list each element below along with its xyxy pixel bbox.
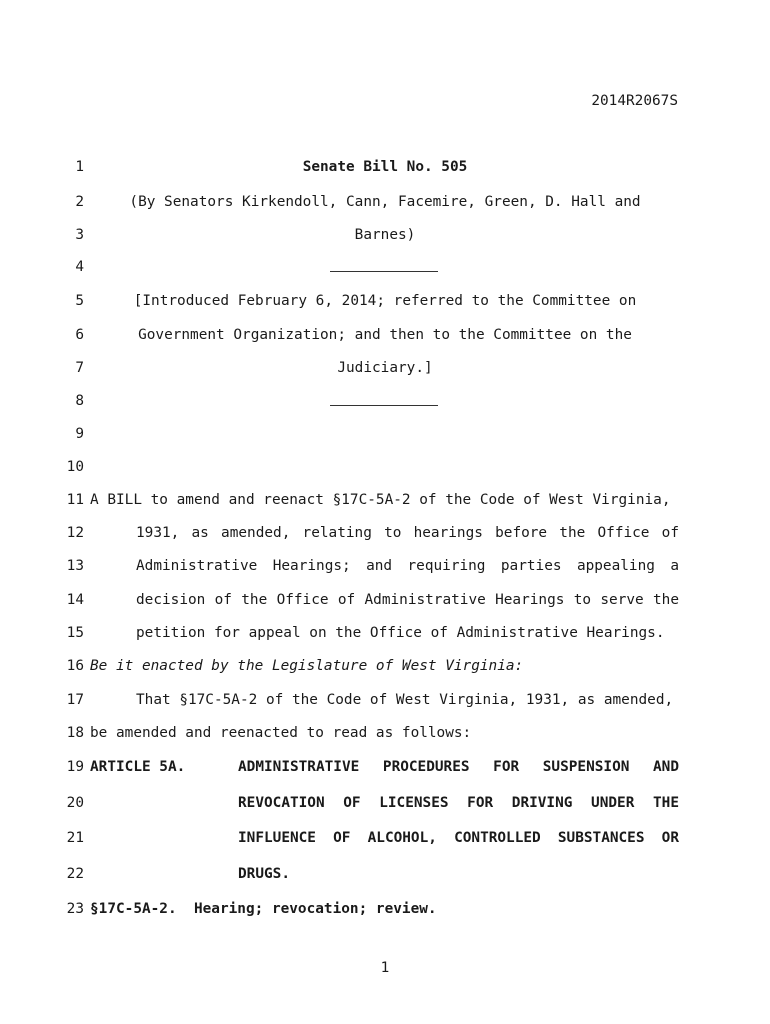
bill-title: Senate Bill No. 505: [302, 159, 468, 175]
body-line: That §17C-5A-2 of the Code of West Virginia, 1931, as amended,: [136, 692, 674, 708]
line-number: 18: [66, 725, 84, 741]
line-number: 3: [75, 227, 84, 243]
line-number: 20: [66, 795, 84, 811]
line-number: 5: [75, 293, 84, 309]
line-number: 19: [66, 759, 84, 775]
introduction-line: [Introduced February 6, 2014; referred to the Committee on: [133, 293, 637, 309]
separator-rule: [330, 271, 438, 272]
document-id: 2014R2067S: [591, 93, 678, 109]
article-heading-line: INFLUENCE OF ALCOHOL, CONTROLLED SUBSTANCES OR: [238, 830, 679, 846]
sponsors-line: Barnes): [354, 227, 416, 243]
line-number: 23: [66, 901, 84, 917]
line-number: 15: [66, 625, 84, 641]
line-number: 12: [66, 525, 84, 541]
line-number: 1: [75, 159, 84, 175]
page-number: 1: [380, 960, 390, 976]
line-number: 16: [66, 658, 84, 674]
line-number: 13: [66, 558, 84, 574]
enacting-clause: Be it enacted by the Legislature of West Virginia:: [90, 658, 524, 674]
line-number: 21: [66, 830, 84, 846]
bill-summary-line: decision of the Office of Administrative Hearings to serve the: [136, 592, 679, 608]
introduction-line: Government Organization; and then to the Committee on the: [138, 327, 632, 343]
line-number: 2: [75, 194, 84, 210]
article-heading-line: ADMINISTRATIVE PROCEDURES FOR SUSPENSION AND: [238, 759, 679, 775]
line-number: 6: [75, 327, 84, 343]
line-number: 22: [66, 866, 84, 882]
line-number: 7: [75, 360, 84, 376]
line-number: 17: [66, 692, 84, 708]
bill-summary-line: 1931, as amended, relating to hearings before the Office of: [136, 525, 679, 541]
introduction-line: Judiciary.]: [337, 360, 433, 376]
bill-summary-line: A BILL to amend and reenact §17C-5A-2 of the Code of West Virginia,: [90, 492, 671, 508]
article-heading-line: DRUGS.: [238, 866, 290, 882]
line-number: 9: [75, 426, 84, 442]
article-label: ARTICLE 5A.: [90, 759, 186, 775]
separator-rule: [330, 405, 438, 406]
line-number: 10: [66, 459, 84, 475]
section-heading: §17C-5A-2. Hearing; revocation; review.: [90, 901, 437, 917]
line-number: 14: [66, 592, 84, 608]
bill-summary-line: Administrative Hearings; and requiring parties appealing a: [136, 558, 679, 574]
line-number: 4: [75, 259, 84, 275]
line-number: 11: [66, 492, 84, 508]
article-heading-line: REVOCATION OF LICENSES FOR DRIVING UNDER THE: [238, 795, 679, 811]
body-line: be amended and reenacted to read as follows:: [90, 725, 472, 741]
sponsors-line: (By Senators Kirkendoll, Cann, Facemire, Green, D. Hall and: [129, 194, 641, 210]
line-number: 8: [75, 393, 84, 409]
bill-summary-line: petition for appeal on the Office of Administrative Hearings.: [136, 625, 665, 641]
